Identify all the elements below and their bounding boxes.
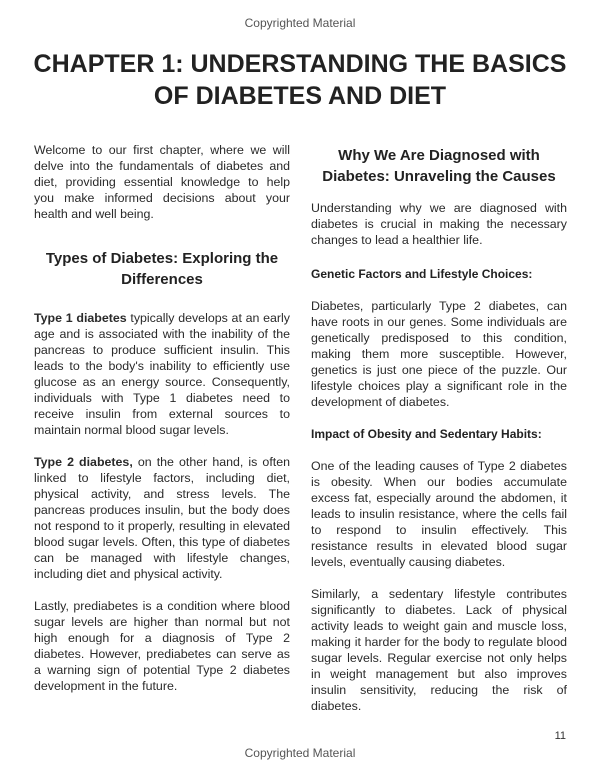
genetic-paragraph: Diabetes, particularly Type 2 diabetes, can have roots in our genes. Some individuals are genetically predisposed to this condition, making them more susceptible. However, genetics is just one piece of the puzzle. Our lifestyle choices play a significant role in the development of diabetes. xyxy=(311,299,567,409)
left-column xyxy=(34,142,290,710)
genetic-subheading: Genetic Factors and Lifestyle Choices: xyxy=(311,267,533,281)
type1-lead: Type 1 diabetes xyxy=(34,311,127,325)
types-heading: Types of Diabetes: Exploring the Differences xyxy=(45,250,279,288)
causes-heading: Why We Are Diagnosed with Diabetes: Unraveling the Causes xyxy=(322,147,556,185)
obesity-paragraph: One of the leading causes of Type 2 diabetes is obesity. When our bodies accumulate excess fat, especially around the abdomen, it leads to insulin resistance, where the cells fail to respond to insulin effectively. This resistance results in elevated blood sugar levels, eventually causing diabetes. xyxy=(311,459,567,569)
type1-text: typically develops at an early age and is associated with the inability of the pancreas to produce sufficient insulin. This leads to the body's inability to efficiently use glucose as an energy source. Consequently, individuals with Type 1 diabetes need to receive insulin from external sources to maintain normal blood sugar levels. xyxy=(34,311,291,437)
prediabetes-paragraph: Lastly, prediabetes is a condition where blood sugar levels are higher than normal but not high enough for a diagnosis of Type 2 diabetes. However, prediabetes can serve as a warning sign of potential Type 2 diabetes development in the future. xyxy=(34,599,290,693)
type2-paragraph xyxy=(34,454,290,582)
right-column xyxy=(311,142,567,730)
sedentary-paragraph: Similarly, a sedentary lifestyle contributes significantly to diabetes. Lack of physical activity leads to weight gain and muscle loss, making it harder for the body to regulate blood sugar levels. Regular exercise not only helps in weight management but also improves insulin sensitivity, reducing the risk of diabetes. xyxy=(311,587,567,713)
page-number: 11 xyxy=(554,730,566,742)
header-copyright: Copyrighted Material xyxy=(244,16,356,30)
chapter-title: CHAPTER 1: UNDERSTANDING THE BASICS OF DIABETES AND DIET xyxy=(33,50,567,110)
type1-paragraph xyxy=(34,310,290,438)
intro-paragraph: Welcome to our first chapter, where we will delve into the fundamentals of diabetes and diet, providing essential knowledge to help you make informed decisions about your health and well being. xyxy=(34,143,290,221)
causes-intro: Understanding why we are diagnosed with diabetes is crucial in making the necessary changes to lead a healthier life. xyxy=(311,201,567,247)
type2-lead: Type 2 diabetes, xyxy=(34,455,133,469)
footer-copyright: Copyrighted Material xyxy=(244,746,356,760)
type2-text: on the other hand, is often linked to lifestyle factors, including diet, physical activity, and stress levels. The pancreas produces insulin, but the body does not respond to it properly, resulting in elevated blood sugar levels. Often, this type of diabetes can be managed with lifestyle changes, including diet and physical activity. xyxy=(34,455,290,581)
obesity-subheading: Impact of Obesity and Sedentary Habits: xyxy=(311,427,542,441)
